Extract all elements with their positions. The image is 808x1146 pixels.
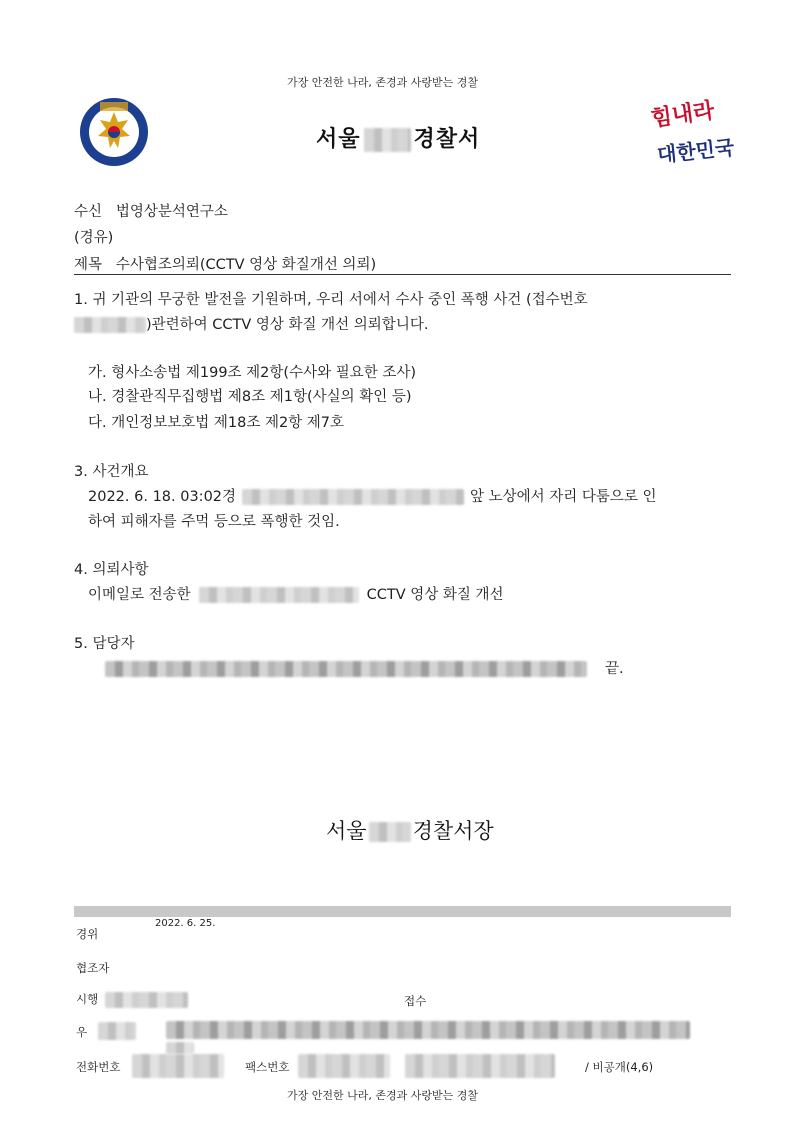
subject-value: 수사협조의뢰(CCTV 영상 화질개선 의뢰) (115, 257, 377, 273)
redacted-block (199, 587, 359, 603)
recipient-label: 수신 (74, 204, 103, 220)
logo-line1: 힘내라 (650, 98, 716, 132)
campaign-logo (650, 96, 734, 174)
legal-basis-item: 가. 형사소송법 제199조 제2항(수사와 필요한 조사) (88, 365, 416, 381)
cooperator-label: 협조자 (76, 961, 110, 975)
org-title-prefix: 서울 (316, 127, 361, 152)
recipient-line (74, 200, 228, 221)
subject-line (74, 253, 376, 274)
police-emblem-icon (78, 96, 150, 168)
header-divider (74, 274, 731, 275)
end-mark: 끝. (605, 661, 624, 677)
section3-line2: 하여 피해자를 주먹 등으로 폭행한 것임. (88, 514, 340, 530)
logo-line2: 대한민국 (656, 135, 734, 167)
redacted-block (166, 1021, 690, 1039)
section1-line2-text: )관련하여 CCTV 영상 화질 개선 의뢰합니다. (146, 317, 429, 333)
section3-line1 (88, 485, 657, 506)
approval-date: 2022. 6. 25. (155, 918, 216, 929)
section4-line (88, 583, 504, 604)
section4-prefix: 이메일로 전송한 (88, 587, 191, 603)
signature-suffix: 경찰서장 (412, 819, 494, 843)
footer-band (74, 906, 731, 917)
redacted-block (105, 992, 188, 1008)
redacted-phone (132, 1054, 224, 1078)
org-title-suffix: 경찰서 (413, 127, 481, 152)
redacted-block (98, 1022, 136, 1040)
redacted-fax (298, 1054, 390, 1078)
redacted-block (166, 1042, 194, 1054)
rank-label: 경위 (76, 927, 99, 941)
redacted-block (105, 661, 587, 677)
section3-line1-text: 앞 노상에서 자리 다툼으로 인 (470, 489, 657, 505)
bottom-slogan: 가장 안전한 나라, 존경과 사랑받는 경찰 (287, 1089, 478, 1102)
redacted-block (298, 1054, 390, 1078)
fax-label: 팩스번호 (245, 1060, 290, 1074)
section4-title: 4. 의뢰사항 (74, 562, 149, 578)
redacted-block (405, 1054, 555, 1078)
section3-title: 3. 사건개요 (74, 464, 149, 480)
postal-label: 우 (76, 1025, 88, 1039)
receipt-label: 접수 (404, 994, 427, 1008)
redacted-block (364, 128, 411, 152)
section1-line1: 1. 귀 기관의 무궁한 발전을 기원하며, 우리 서에서 수사 중인 폭행 사건 (접수번호 (74, 292, 588, 308)
section5-line (105, 657, 624, 678)
via-line: (경유) (74, 230, 114, 246)
redacted-block (74, 317, 146, 333)
disclosure-status: / 비공개(4,6) (585, 1060, 654, 1074)
org-title (316, 122, 480, 153)
phone-label: 전화번호 (76, 1060, 121, 1074)
section4-suffix: CCTV 영상 화질 개선 (366, 587, 504, 603)
redacted-block (132, 1054, 224, 1078)
redacted-email (405, 1054, 555, 1078)
incident-datetime: 2022. 6. 18. 03:02경 (88, 489, 237, 505)
redacted-postal (98, 1020, 136, 1040)
recipient-value: 법영상분석연구소 (115, 204, 228, 220)
legal-basis-item: 다. 개인정보보호법 제18조 제2항 제7호 (88, 415, 345, 431)
redacted-block (242, 489, 464, 505)
legal-basis-item: 나. 경찰관직무집행법 제8조 제1항(사실의 확인 등) (88, 389, 412, 405)
redacted-address (166, 1019, 690, 1039)
top-slogan: 가장 안전한 나라, 존경과 사랑받는 경찰 (287, 76, 478, 89)
redacted-block (369, 822, 411, 842)
redacted-enforce (105, 989, 188, 1008)
enforce-label: 시행 (76, 992, 99, 1006)
section5-title: 5. 담당자 (74, 636, 135, 652)
section1-line2 (74, 313, 428, 334)
subject-label: 제목 (74, 257, 103, 273)
signature-line (326, 815, 494, 845)
signature-prefix: 서울 (326, 819, 367, 843)
